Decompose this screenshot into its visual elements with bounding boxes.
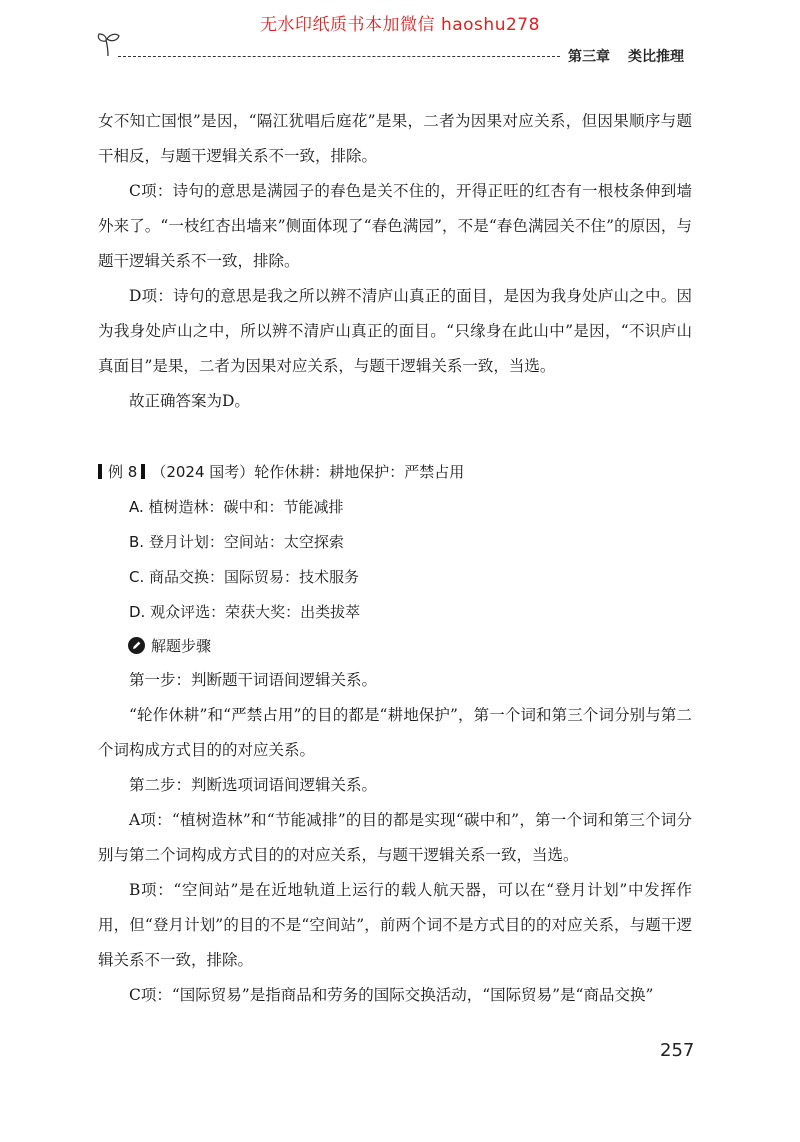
- option-d: D. 观众评选：荣获大奖：出类拔萃: [129, 603, 361, 621]
- sprout-icon: [96, 30, 122, 62]
- solution-heading-text: 解题步骤: [151, 637, 212, 655]
- watermark-text: 无水印纸质书本加微信 haoshu278: [260, 15, 540, 35]
- example-stem: 轮作休耕：耕地保护：严禁占用: [254, 463, 465, 481]
- example-label: 例 8: [108, 463, 138, 481]
- step-2-title: 第二步：判断选项词语间逻辑关系。: [129, 776, 378, 794]
- paragraph-option-d-analysis: D项：诗句的意思是我之所以辨不清庐山真正的面目，是因为我身处庐山之中。因为我身处庐山之中，所以辨不清庐山真正的面目。“只缘身在此山中”是因，“不识庐山真面目”是果，二者为因果对应关系，与题干逻辑关系一致，当选。: [98, 287, 692, 375]
- page-number: 257: [660, 1040, 695, 1061]
- option-a: A. 植树造林：碳中和：节能减排: [129, 498, 344, 516]
- chapter-title: 类比推理: [628, 49, 684, 65]
- page-body: [98, 104, 692, 1013]
- step-1-text: “轮作休耕”和“严禁占用”的目的都是“耕地保护”，第一个词和第三个词分别与第二个词构成方式目的的对应关系。: [98, 706, 692, 759]
- example-heading: [98, 455, 692, 490]
- paragraph-option-c-analysis: C项：诗句的意思是满园子的春色是关不住的，开得正旺的红杏有一根枝条伸到墙外来了。“一枝红杏出墙来”侧面体现了“春色满园”，不是“春色满园关不住”的原因，与题干逻辑关系不一致，排除。: [98, 182, 692, 270]
- header-divider: [118, 56, 560, 57]
- analysis-option-c: C项：“国际贸易”是指商品和劳务的国际交换活动，“国际贸易”是“商品交换”: [129, 986, 654, 1004]
- paragraph-continuation: 女不知亡国恨”是因，“隔江犹唱后庭花”是果，二者为因果对应关系，但因果顺序与题干相反，与题干逻辑关系不一致，排除。: [98, 112, 692, 165]
- solution-heading: [98, 630, 692, 663]
- example-bar-left: [98, 464, 102, 479]
- example-source: （2024 国考）: [151, 463, 255, 481]
- option-b: B. 登月计划：空间站：太空探索: [129, 533, 344, 551]
- chapter-label: 第三章: [568, 49, 610, 65]
- example-bar-right: [141, 464, 145, 479]
- answer-statement: 故正确答案为D。: [129, 392, 250, 410]
- step-1-title: 第一步：判断题干词语间逻辑关系。: [129, 671, 378, 689]
- option-c: C. 商品交换：国际贸易：技术服务: [129, 568, 360, 586]
- running-header: [568, 46, 684, 66]
- analysis-option-b: B项：“空间站”是在近地轨道上运行的载人航天器，可以在“登月计划”中发挥作用，但“登月计划”的目的不是“空间站”，前两个词不是方式目的的对应关系，与题干逻辑关系不一致，排除。: [98, 881, 692, 969]
- analysis-option-a: A项：“植树造林”和“节能减排”的目的都是实现“碳中和”，第一个词和第三个词分别与第二个词构成方式目的的对应关系，与题干逻辑关系一致，当选。: [98, 811, 692, 864]
- pencil-circle-icon: [128, 633, 145, 650]
